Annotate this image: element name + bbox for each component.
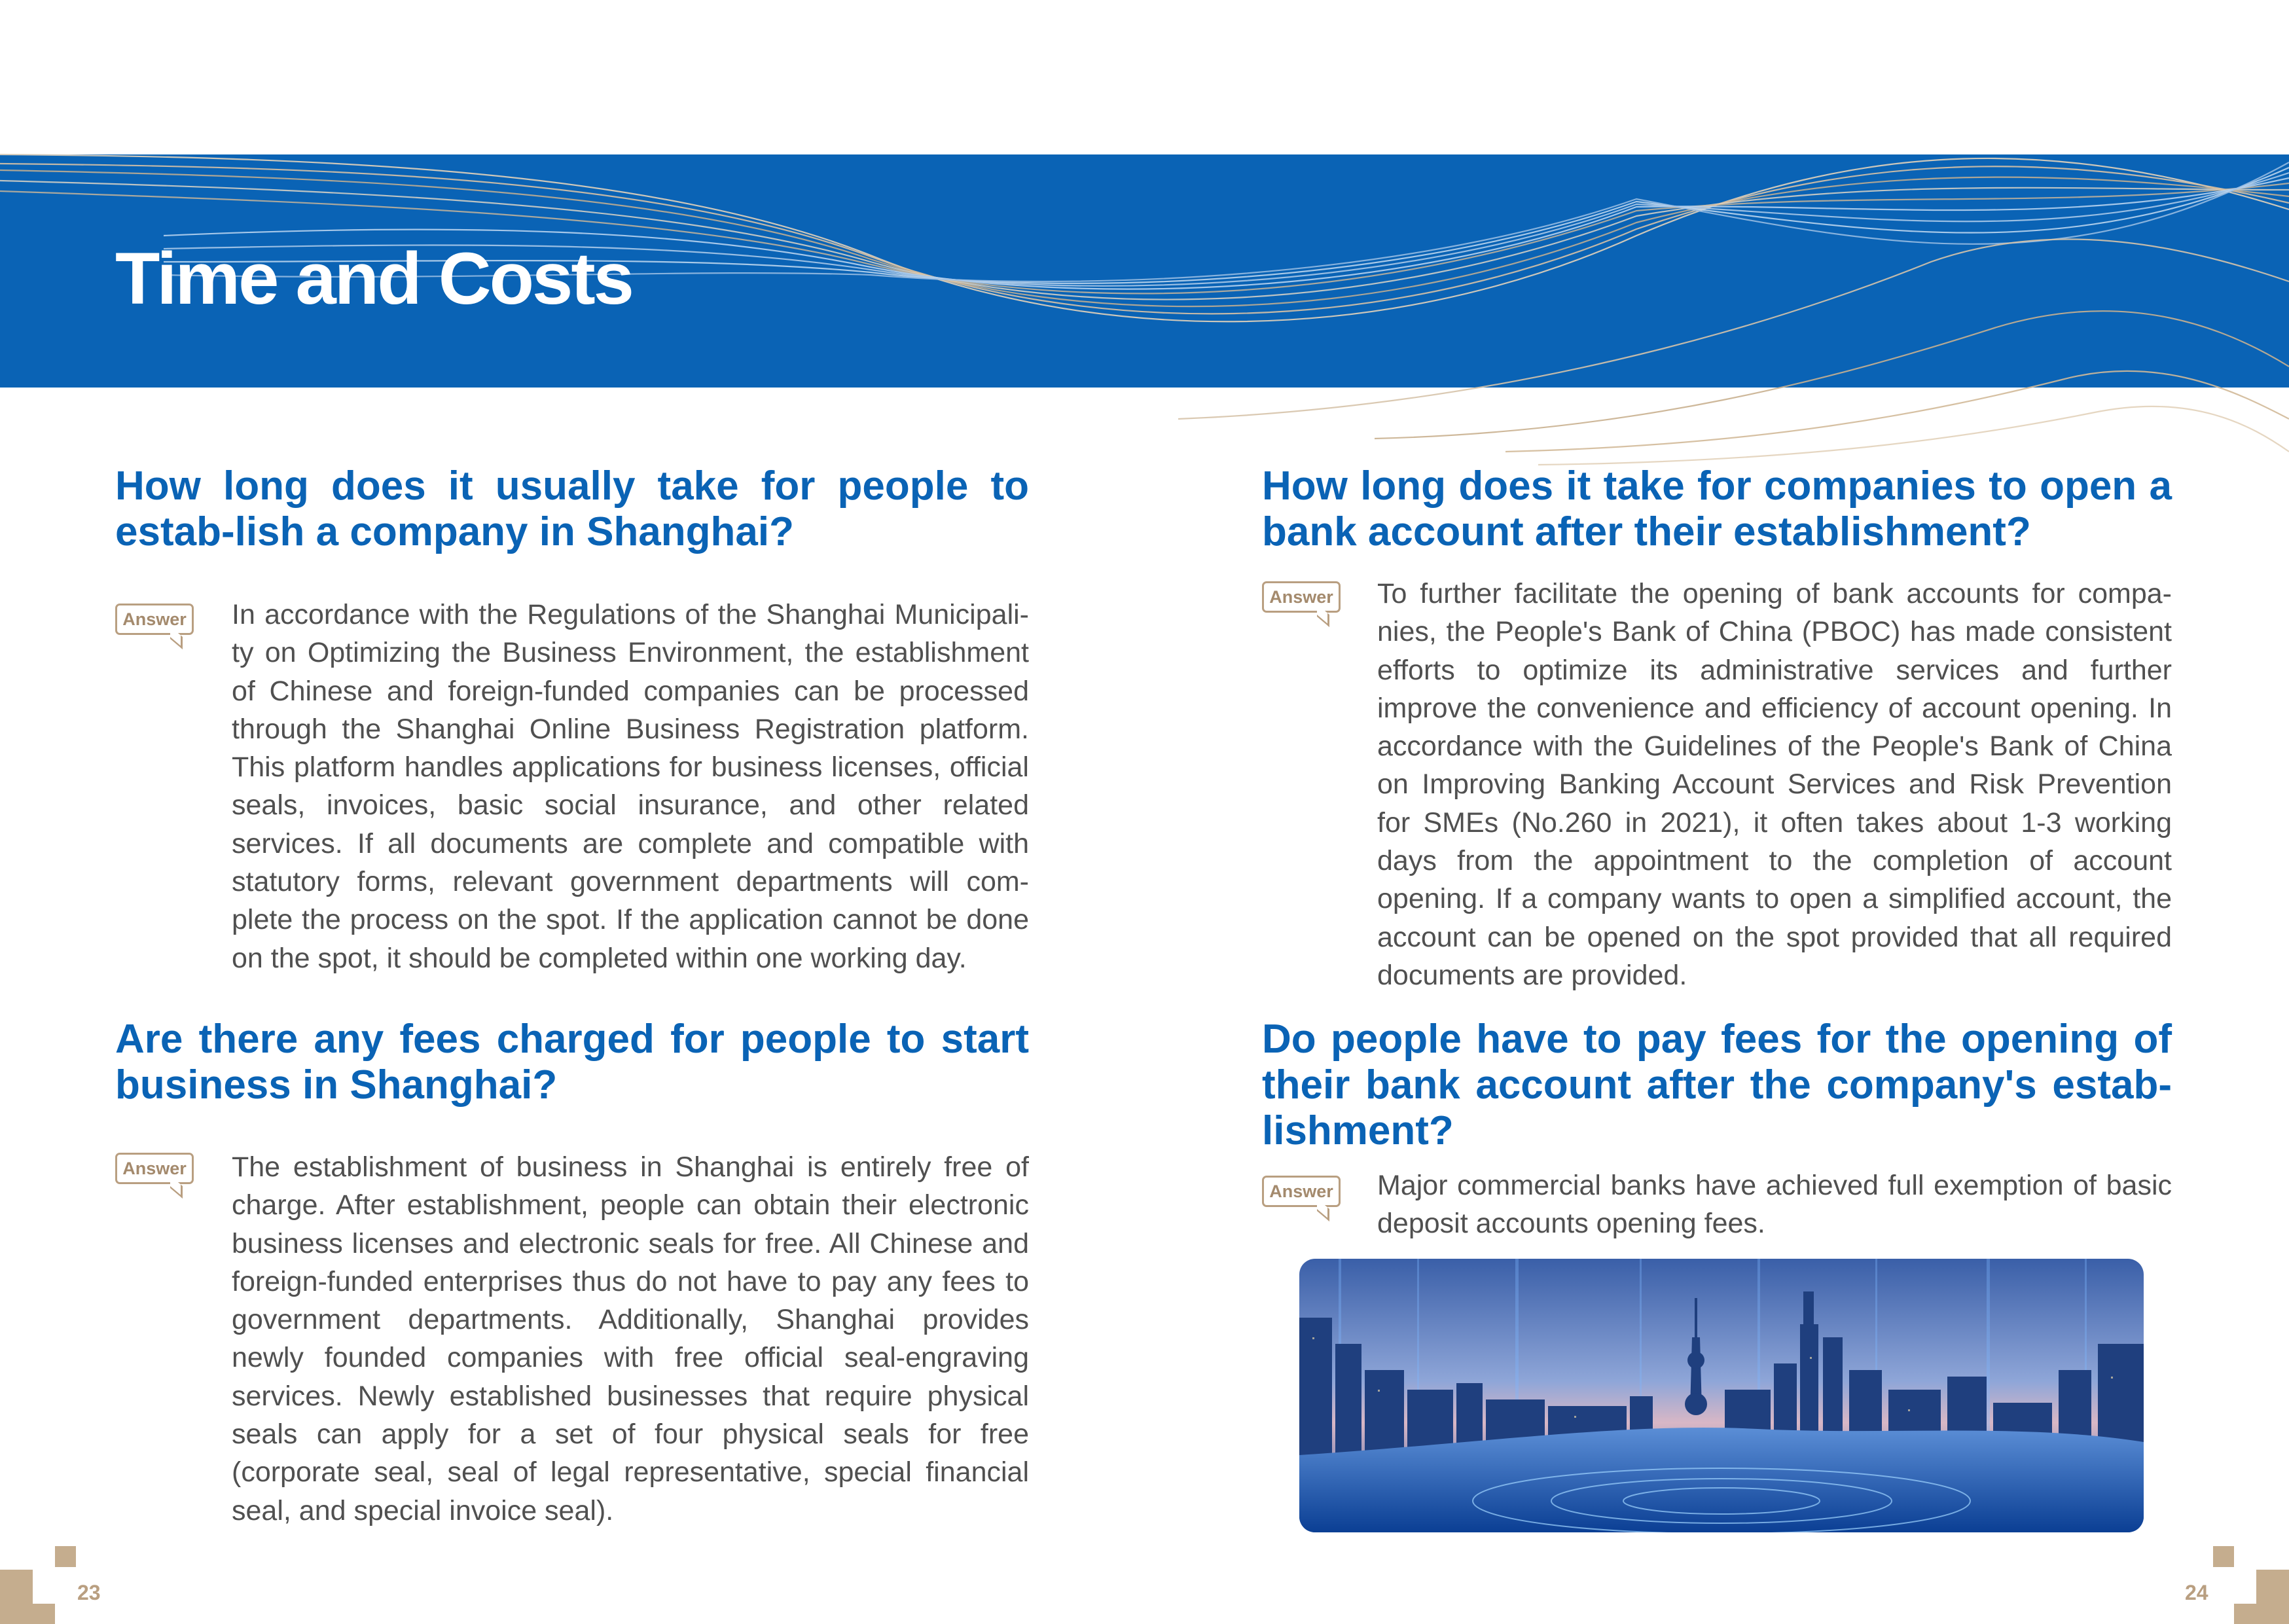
corner-square: [55, 1546, 76, 1567]
answer-tag: Answer: [115, 604, 194, 635]
question-heading: How long does it take for companies to open a bank account after their establishment?: [1262, 463, 2172, 554]
answer-text: In accordance with the Regulations of the Shanghai Municipali-ty on Optimizing the Business Environment, the establishment of Chinese and foreign-funded companies can be processed through the Shanghai Online Business Registration platform. This platform handles applications for business licenses, official seals, invoices, basic social insurance, and other related services. If all documents are complete and compatible with statutory forms, relevant government departments will com-plete the process on the spot. If the application cannot be done on the spot, it should be completed within one working day.: [232, 599, 1029, 974]
question-heading: Are there any fees charged for people to start business in Shanghai?: [115, 1017, 1029, 1108]
answer-tag: Answer: [1262, 1176, 1341, 1207]
page-number-left: 23: [77, 1581, 101, 1604]
city-skyline-photo: [1299, 1259, 2144, 1532]
corner-block: [2234, 1604, 2256, 1624]
page-title: Time and Costs: [115, 238, 632, 319]
answer-tag: Answer: [115, 1153, 194, 1184]
page-number-right: 24: [2185, 1581, 2208, 1604]
answer-text: The establishment of business in Shanghai is entirely free of charge. After establishment, people can obtain their electronic business licenses and electronic seals for free. All Chinese and foreign-funded enterprises thus do not have to pay any fees to government departments. Additionally, Shanghai provides newly founded companies with free official seal-engraving services. Newly established businesses that require physical seals can apply for a set of four physical seals for free (corporate seal, seal of legal representative, special financial seal, and special invoice seal).: [232, 1151, 1029, 1526]
corner-block: [33, 1604, 55, 1624]
question-heading: How long does it usually take for people to estab-lish a company in Shanghai?: [115, 463, 1029, 554]
corner-square: [2213, 1546, 2234, 1567]
answer-tag: Answer: [1262, 581, 1341, 613]
answer-text: To further facilitate the opening of bank accounts for compa-nies, the People's Bank of China (PBOC) has made consistent efforts to optimize its administrative services and further improve the convenience and efficiency of account opening. In accordance with the Guidelines of the People's Bank of China on Improving Banking Account Services and Risk Prevention for SMEs (No.260 in 2021), it often takes about 1-3 working days from the appointment to the completion of account opening. If a company wants to open a simplified account, the account can be opened on the spot provided that all required documents are provided.: [1377, 578, 2172, 991]
answer-text: Major commercial banks have achieved full exemption of basic deposit accounts opening fees.: [1377, 1170, 2172, 1240]
corner-block: [0, 1570, 33, 1624]
question-heading: Do people have to pay fees for the opening of their bank account after the company's estab-lishment?: [1262, 1017, 2172, 1153]
corner-block: [2256, 1570, 2289, 1624]
